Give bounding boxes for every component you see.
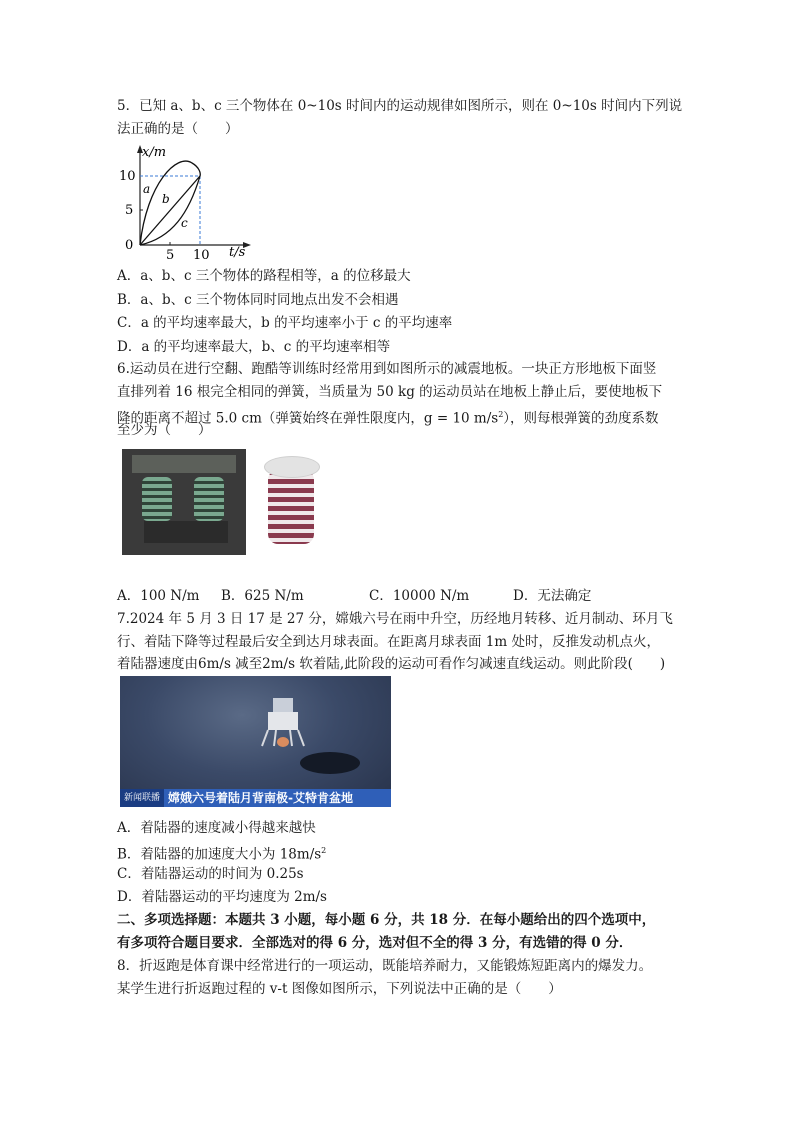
q7-stem-line1: 7.2024 年 5 月 3 日 17 是 27 分，嫦娥六号在雨中升空，历经地月转移、近月制动、环月飞 [117,611,673,627]
q5-xt-graph [117,143,257,261]
x-tick-label-5: 5 [166,248,175,261]
q5-stem-line2: 法正确的是（ ） [117,121,239,137]
y-tick-label-0: 0 [125,238,134,253]
q6-line3-tail: ），则每根弹簧的劲度系数 [503,410,659,427]
q6-option-b: B．625 N/m [221,588,304,604]
news-banner [120,789,391,807]
spring-cap [264,456,320,478]
q8-stem-line2: 某学生进行折返跑过程的 v-t 图像如图所示，下列说法中正确的是（ ） [117,981,562,997]
q7-option-b [117,841,326,865]
q7-stem-line2: 行、着陆下降等过程最后安全到达月球表面。在距离月球表面 1m 处时，反推发动机点火， [117,634,660,650]
lander-graphic [260,694,306,750]
news-banner-tag: 新闻联播 [120,789,164,807]
q6-line3-text: 降的距离不超过 5.0 cm（弹簧始终在弹性限度内，g = 10 m/s [117,410,499,427]
q8-stem-line1: 8．折返跑是体育课中经常进行的一项运动，既能培养耐力，又能锻炼短距离内的爆发力。 [117,958,653,974]
q6-stem-line4: 至少为（ ） [117,422,212,438]
lander-shadow [300,752,360,774]
q7-option-c: C．着陆器运动的时间为 0.25s [117,866,304,882]
q5-option-a: A．a、b、c 三个物体的路程相等，a 的位移最大 [117,268,411,284]
q6-option-d: D．无法确定 [513,588,592,604]
curve-label-c: c [181,216,188,230]
y-tick-label-5: 5 [125,203,134,218]
q7-option-d: D．着陆器运动的平均速度为 2m/s [117,889,327,905]
spring-photo [252,452,332,552]
q6-option-c: C．10000 N/m [369,588,470,604]
floor-plate [132,455,236,473]
q6-stem-line1: 6.运动员在进行空翻、跑酷等训练时经常用到如图所示的减震地板。一块正方形地板下面竖 [117,361,657,377]
q6-stem-line2: 直排列着 16 根完全相同的弹簧，当质量为 50 kg 的运动员站在地板上静止后，要使地板下 [117,384,663,400]
section2-heading-line1: 二、多项选择题：本题共 3 小题，每小题 6 分，共 18 分．在每小题给出的四个选项中， [117,912,656,928]
x-axis-label: t/s [229,245,246,260]
base-block [144,521,228,543]
news-banner-text: 嫦娥六号着陆月背南极-艾特肯盆地 [168,791,353,805]
q7-option-b-text: B．着陆器的加速度大小为 18m/s [117,846,322,863]
x-tick-label-10: 10 [193,248,210,261]
y-tick-label-10: 10 [119,169,136,184]
spring-left [142,477,172,521]
spring-coil [268,470,314,544]
lander-news-photo [120,676,391,807]
shock-floor-photo [122,449,246,555]
q5-stem-line1: 5．已知 a、b、c 三个物体在 0~10s 时间内的运动规律如图所示，则在 0~10s 时间内下列说 [117,98,683,114]
q7-option-b-sup: 2 [321,846,327,855]
q7-option-a: A．着陆器的速度减小得越来越快 [117,820,316,836]
q5-option-d: D．a 的平均速率最大，b、c 的平均速率相等 [117,339,391,355]
q6-option-a: A．100 N/m [117,588,200,604]
q6-line3-sup: 2 [498,410,504,419]
q7-stem-line3: 着陆器速度由6m/s 减至2m/s 软着陆,此阶段的运动可看作匀减速直线运动。则此阶段( ) [117,656,666,672]
curve-a [140,161,200,245]
curve-label-b: b [162,192,170,206]
curve-label-a: a [143,182,151,196]
q5-option-b: B．a、b、c 三个物体同时同地点出发不会相遇 [117,292,399,308]
spring-right [194,477,224,521]
q5-option-c: C．a 的平均速率最大，b 的平均速率小于 c 的平均速率 [117,315,453,331]
section2-heading-line2: 有多项符合题目要求．全部选对的得 6 分，选对但不全的得 3 分，有选错的得 0 分． [117,935,633,951]
y-axis-label: x/m [142,145,167,160]
